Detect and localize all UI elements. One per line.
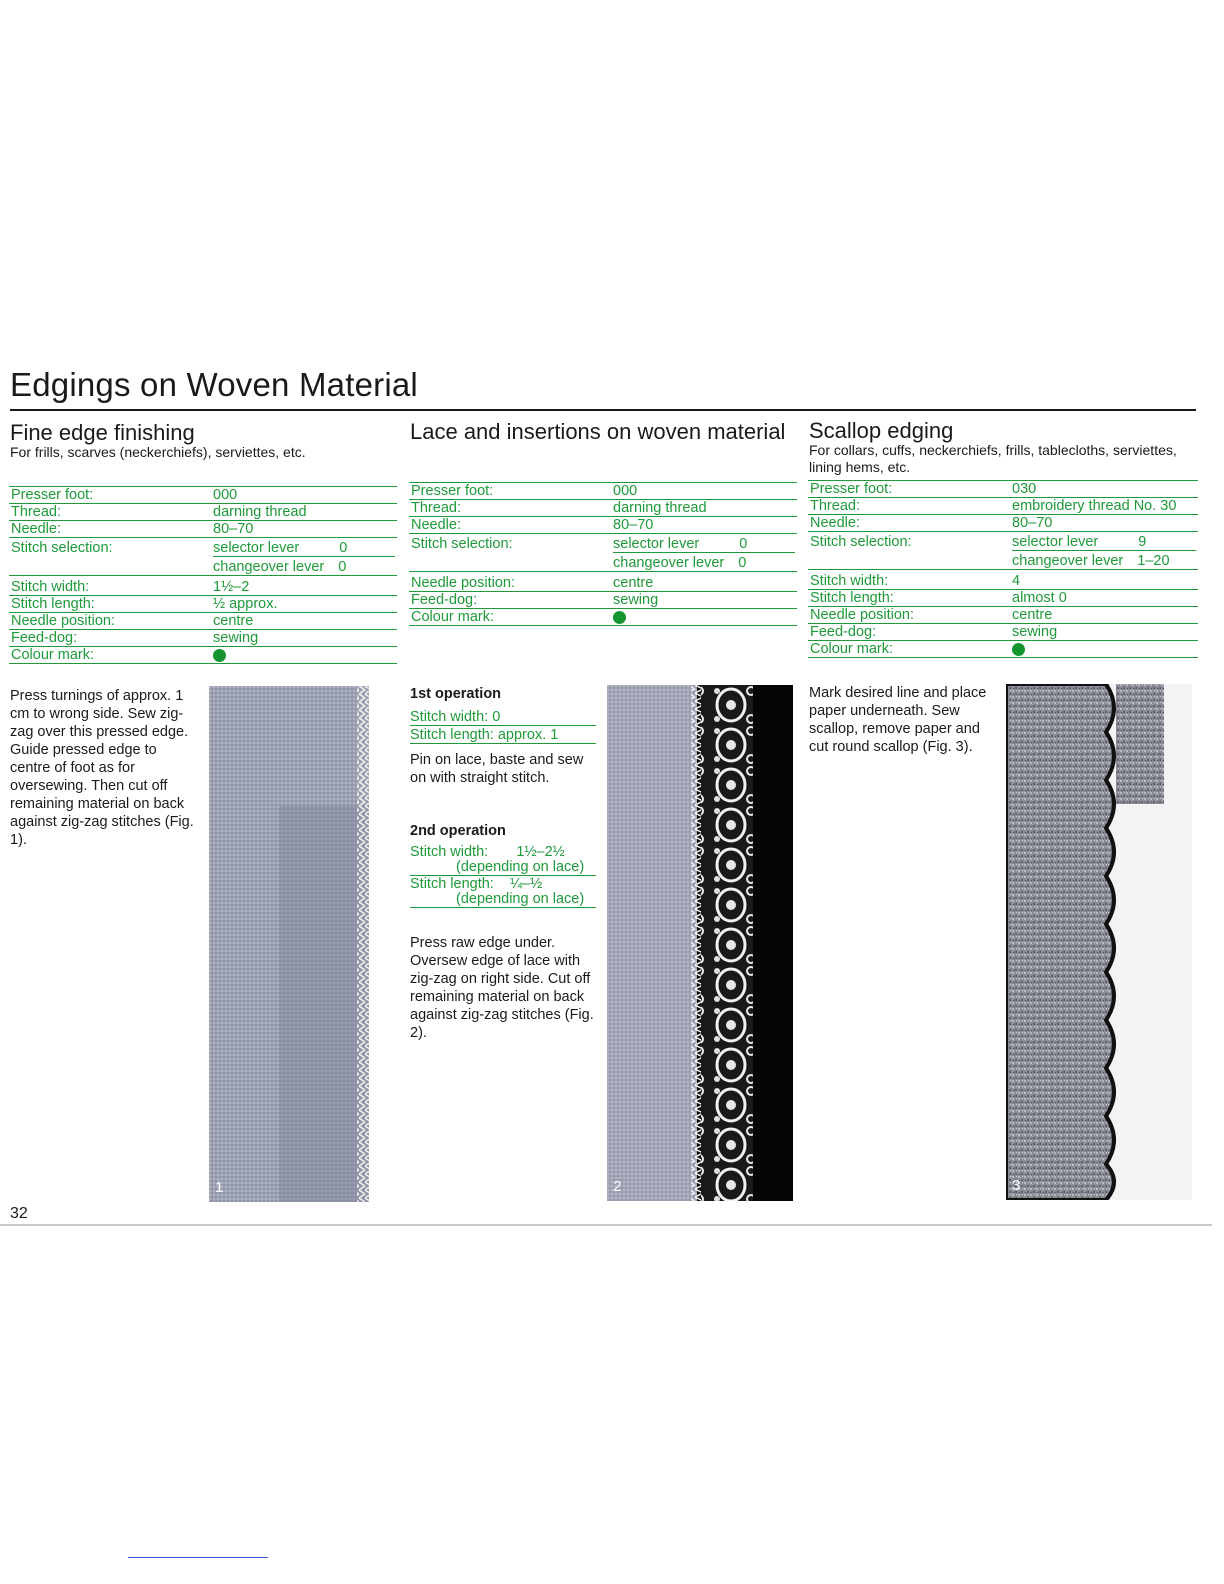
setting-value: ½ approx.: [211, 596, 397, 613]
op2-stitch-width-note: (depending on lace): [410, 860, 596, 876]
changeover-lever-label: changeover lever: [1012, 553, 1124, 569]
setting-row: [9, 504, 397, 521]
setting-row: [9, 521, 397, 538]
section-subtitle-fine-edge: For frills, scarves (neckerchiefs), serviettes, etc.: [10, 444, 306, 460]
colour-mark-dot: [613, 611, 626, 624]
setting-value: [211, 647, 397, 664]
op2-stitch-length: Stitch length: ¼–½: [410, 876, 543, 892]
op2-stitch-length-note: (depending on lace): [410, 892, 596, 908]
page-title: Edgings on Woven Material: [10, 366, 418, 403]
changeover-lever-label: changeover lever: [213, 559, 325, 575]
settings-table-fine-edge: [9, 486, 397, 664]
setting-label: Needle position:: [409, 572, 611, 592]
setting-value: sewing: [611, 592, 797, 609]
setting-row: [9, 576, 397, 596]
setting-row: [409, 483, 797, 500]
setting-label: Presser foot:: [808, 481, 1010, 498]
section-title-scallop: Scallop edging: [809, 418, 954, 443]
op1-body: Pin on lace, baste and sew on with straight stitch.: [410, 752, 584, 786]
section-title-fine-edge: Fine edge finishing: [10, 420, 195, 445]
setting-value: sewing: [1010, 624, 1198, 641]
setting-label: Feed-dog:: [409, 592, 611, 609]
setting-row: [9, 613, 397, 630]
setting-row: [9, 487, 397, 504]
changeover-lever-label: changeover lever: [613, 555, 725, 571]
setting-label: Stitch length:: [9, 596, 211, 613]
settings-table-scallop: [808, 480, 1198, 658]
section-title-lace: Lace and insertions on woven material: [410, 419, 786, 444]
setting-value: centre: [611, 572, 797, 592]
op2-heading: 2nd operation: [410, 823, 506, 839]
figure-2-photo: [607, 685, 793, 1201]
setting-row: [808, 515, 1198, 532]
setting-value: centre: [1010, 607, 1198, 624]
figure-number: 2: [613, 1178, 622, 1195]
section-subtitle-scallop: For collars, cuffs, neckerchiefs, frills, tablecloths, serviettes, lining hems, etc.: [809, 442, 1177, 475]
op1-stitch-width: Stitch width: 0: [410, 710, 596, 726]
setting-value: 030: [1010, 481, 1198, 498]
setting-value: darning thread: [611, 500, 797, 517]
setting-row: [409, 572, 797, 592]
setting-value: 1½–2: [211, 576, 397, 596]
scallop-illustration-3: [1006, 684, 1192, 1200]
setting-value: sewing: [211, 630, 397, 647]
setting-label: Stitch width:: [9, 576, 211, 596]
setting-value: almost 0: [1010, 590, 1198, 607]
setting-label: Presser foot:: [9, 487, 211, 504]
setting-label: Needle:: [409, 517, 611, 534]
setting-value: [211, 538, 397, 576]
setting-label: Colour mark:: [409, 609, 611, 626]
setting-label: Needle:: [808, 515, 1010, 532]
setting-label: Colour mark:: [9, 647, 211, 664]
setting-row: [808, 570, 1198, 590]
setting-label: Stitch selection:: [808, 532, 1010, 570]
setting-row: [808, 624, 1198, 641]
selector-lever-value: 0: [739, 536, 748, 552]
colour-mark-dot: [1012, 643, 1025, 656]
setting-label: Feed-dog:: [808, 624, 1010, 641]
changeover-lever-value: 0: [338, 559, 347, 575]
setting-label: Colour mark:: [808, 641, 1010, 658]
op1-heading: 1st operation: [410, 686, 502, 702]
op1-stitch-length: Stitch length: approx. 1: [410, 728, 596, 744]
selector-lever-label: selector lever: [213, 540, 300, 556]
body-text-fine-edge: Press turnings of approx. 1 cm to wrong side. Sew zig-zag over this pressed edge. Guide pressed edge to centre of foot as for oversewing. Then cut off remaining material on back against zig-zag stitches (Fig. 1).: [10, 688, 194, 848]
op2-body: Press raw edge under. Oversew edge of lace with zig-zag on right side. Cut off remaining material on back against zig-zag stitches (Fig. 2).: [410, 935, 594, 1041]
selector-lever-label: selector lever: [613, 536, 700, 552]
figure-number: 3: [1012, 1177, 1021, 1194]
setting-row: [808, 532, 1198, 570]
setting-label: Needle:: [9, 521, 211, 538]
title-rule: [10, 409, 1196, 411]
setting-value: centre: [211, 613, 397, 630]
setting-value: [611, 609, 797, 626]
setting-value: 000: [611, 483, 797, 500]
setting-row: [808, 590, 1198, 607]
lace-illustration-2: [607, 685, 793, 1201]
setting-row: [9, 596, 397, 613]
setting-label: Stitch width:: [808, 570, 1010, 590]
setting-value: 80–70: [611, 517, 797, 534]
setting-row: [409, 500, 797, 517]
setting-value: [611, 534, 797, 572]
setting-value: embroidery thread No. 30: [1010, 498, 1198, 515]
page-number: 32: [10, 1205, 28, 1222]
figure-3-photo: [1006, 684, 1192, 1200]
setting-row: [409, 609, 797, 626]
setting-row: [9, 647, 397, 664]
setting-label: Stitch selection:: [9, 538, 211, 576]
setting-value: 80–70: [211, 521, 397, 538]
setting-label: Thread:: [808, 498, 1010, 515]
setting-row: [409, 592, 797, 609]
setting-row: [9, 630, 397, 647]
op2-stitch-width: Stitch width: 1½–2½: [410, 844, 565, 860]
setting-value: darning thread: [211, 504, 397, 521]
setting-value: 80–70: [1010, 515, 1198, 532]
selector-lever-label: selector lever: [1012, 534, 1099, 550]
bottom-rule: [0, 1224, 1212, 1226]
settings-table-lace: [409, 482, 797, 626]
setting-label: Needle position:: [9, 613, 211, 630]
setting-value: 4: [1010, 570, 1198, 590]
figure-1-photo: [209, 686, 394, 1202]
setting-label: Presser foot:: [409, 483, 611, 500]
body-text-scallop: Mark desired line and place paper underneath. Sew scallop, remove paper and cut round scallop (Fig. 3).: [809, 685, 987, 755]
setting-row: [409, 534, 797, 572]
setting-row: [9, 538, 397, 576]
changeover-lever-value: 1–20: [1137, 553, 1170, 569]
setting-label: Stitch selection:: [409, 534, 611, 572]
setting-row: [808, 607, 1198, 624]
setting-row: [409, 517, 797, 534]
fabric-illustration-1: [209, 686, 394, 1202]
selector-lever-value: 0: [339, 540, 348, 556]
setting-label: Thread:: [9, 504, 211, 521]
colour-mark-dot: [213, 649, 226, 662]
setting-row: [808, 481, 1198, 498]
setting-value: [1010, 641, 1198, 658]
selector-lever-value: 9: [1138, 534, 1147, 550]
setting-row: [808, 498, 1198, 515]
scan-artifact-line: [128, 1557, 268, 1558]
changeover-lever-value: 0: [738, 555, 747, 571]
figure-number: 1: [215, 1179, 224, 1196]
setting-value: [1010, 532, 1198, 570]
setting-label: Needle position:: [808, 607, 1010, 624]
setting-label: Thread:: [409, 500, 611, 517]
setting-label: Feed-dog:: [9, 630, 211, 647]
setting-value: 000: [211, 487, 397, 504]
setting-row: [808, 641, 1198, 658]
setting-label: Stitch length:: [808, 590, 1010, 607]
